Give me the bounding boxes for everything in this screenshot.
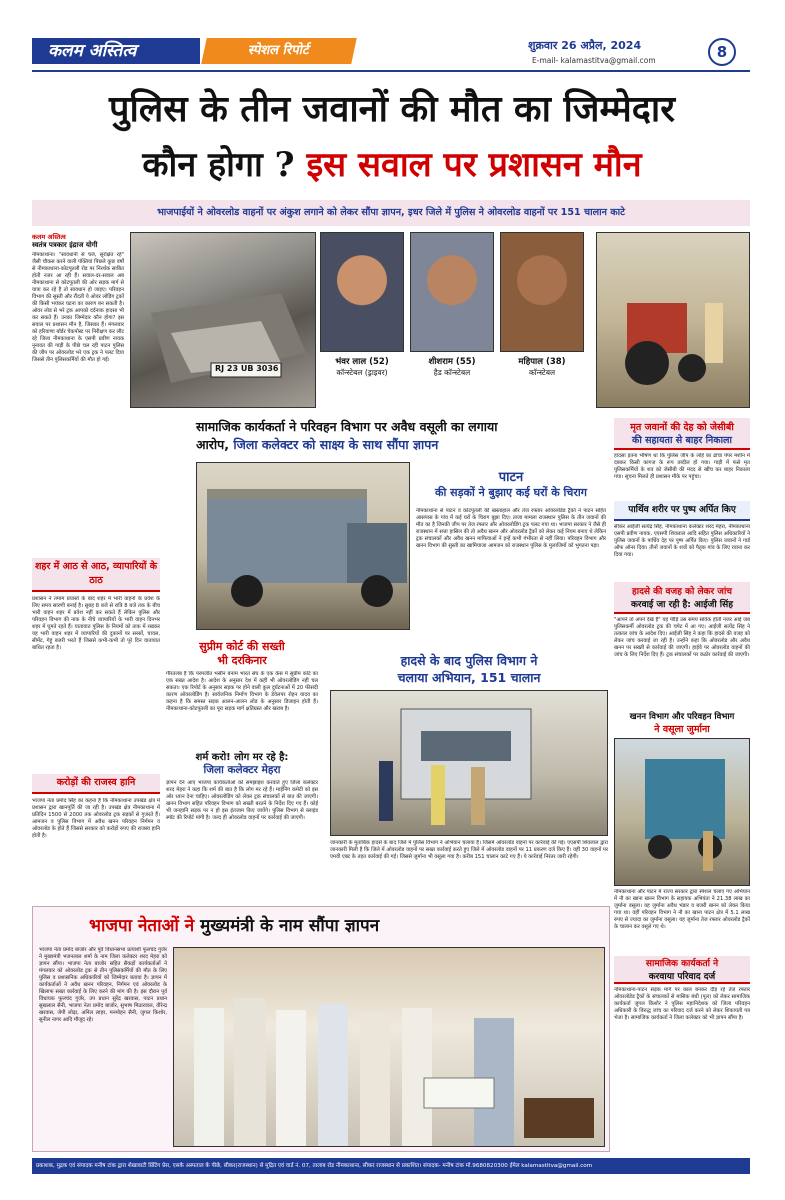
byline-body: नीमकाथाना। "सावधानी से चले, सुरक्षित रहें" जैसी चौकस करने वाली पंक्तियां पिछले कुछ वर्षों से नीमकाथाना-कोटपूतली रोड पर निरर्थक साबित होती नजर आ रही हैं। सवाल-दर-सवाल अब नीमकाथाना से कोटपूतली की ओर सड़क मार्ग से यात्रा कर रहे है तो सावधान हो जाइए। परिवहन विभाग की सुस्ती और रौंदती ये ओवर लोडिंग ट्रकों की किसी भयंकर घटना का कारण बन सकती है। ओवर लोड से भरे ट्रक आपको दर्दनाक हादसा भी कर सकते हैं। उनका जिम्मेदार कौन होगा? इस सवाल पर प्रशासन मौन है, जिसका हैं। मंगलवार को हरियाणा बॉर्डर चेकपोस्ट पर निरीक्षण कर लौट रहे जिला नीमकाथाना के एसपी प्रवीण नायक नूनावत की गाड़ी के पीछे चल रही पाटन पुलिस की जीप पर ओवरलोड भरे एक ट्रक ने पलट दिया जिससे तीन पुलिसकर्मियों की मौत हो गई। [32,252,124,363]
right-heading-3a: हादसे की वजह को लेकर जांच [631,587,732,597]
left-heading-2: करोड़ों की राजस्व हानि [32,774,160,794]
right-body-2: सीकर आईजी सत्येंद्र सिंह, नीमकाथाना कलेक्टर शरद मेहरा, नीमकाथाना एसपी प्रवीण नायक, एएसपी शिवलाल आदि सहित पुलिस अधिकारियों ने पुलिस जवानों के पार्थिव देह पर पुष्प अर्पित किए। पुलिस जवानों ने गार्ड ऑफ ऑनर दिया। तीनों जवानों के शवों को पैतृक गांव के लिए रवाना कर दिया गया। [614,524,750,558]
shame-body: ज्ञापन देने आए भाजपा कार्यकर्ताओं को समझाइश करवाते हुए जिला कलेक्टर शरद मेहरा ने कहा कि शर्म की बात है कि लोग मर रहे हैं। माईनिंग कमेटी को इस ओर ध्यान देना चाहिए। ओवरलोडिंग को लेकर ट्रक संचालकों से बात की जाएगी। खनन विभाग सहित परिवहन विभाग को सख्ती बरतने के निर्देश दिए गए हैं। कोई भी जनहानि सड़क पर न हो इस इंतजाम किए जायेंगे। पुलिस विभाग से ब्लाइंड स्पॉट की रिपोर्ट मांगी है। जल्द ही ओवरलोड वाहनों पर कार्रवाई की जाएगी। [166,780,318,821]
wreckage-illustration [131,233,316,408]
truck-illustration [197,463,410,630]
tractor-photo [596,232,750,408]
supreme-title-1: सुप्रीम कोर्ट की सख्ती [199,640,285,653]
headline-line1: पुलिस के तीन जवानों की मौत का जिम्मेदार [109,88,675,130]
masthead [32,36,750,72]
police-truck-photo [330,690,608,836]
truck-photo [196,462,410,630]
campaign-title-1: हादसे के बाद पुलिस विभाग ने [400,653,538,668]
right-body-4: नीमकाथाना और पाटन में राज्य सरकार द्वारा स्पेशल चलाए गए अभियान में नौ का खाना खनन विभाग के सहायक अभियंता ने 21.38 लाख का जुर्माना वसूला। वह जुर्माना अवैध भंडार व बजरी खनन को लेकर किया गया था। वहीं परिवहन विभाग ने नौ का खाना पाटन क्षेत्र में 5.1 लाख रुपए से ज्यादा का जुर्माना वसूला। यह जुर्माना तेज रफ्तार ओवरलोड ट्रैकों के चालान कर वसूले गए थे। [614,889,750,930]
bjp-body: भाजपा नेता प्रमोद बाजोर और पूर्व विधानसभा प्रत्याशी फूलचंद गुर्जर ने मुख्यमंत्री भजनलाल शर्मा के नाम जिला कलेक्टर शरद मेहरा को ज्ञापन सौंपा। भाजपा नेता बाजोर सहित सैकड़ों कार्यकर्ताओं ने मंगलवार को ओवरलोड ट्रक से तीन पुलिसकर्मियों की मौत के लिए पुलिस व प्रशासनिक अधिकारियों को जिम्मेदार बताया है। ज्ञापन में कार्यकर्ताओं ने अवैध खनन परिवहन, निर्गमन एवं ओवरलोड के खिलाफ सख्त कार्रवाई के लिए करने की मांग की है। इस दौरान पूर्व विधायक फूलचंद गुर्जर, उप प्रधान सुरेंद्र खरवास, पाटन प्रधान सुखलाल सैनी, भाजपा नेता प्रमोद बाजोर, सुभाष मिठारवाल, वीरेन्द्र खरवास, जेपी लोढ़ा, अनिल लाहर, मनमोहन सैनी, जुगल किशोर, सुनील नागर आदि मौजूद रहे। [39,947,167,1023]
patan-subtitle: की सड़कों ने बुझाए कई घरों के चिराग [435,486,587,499]
supreme-box [166,640,318,902]
byline-col [32,232,124,554]
victim-role-3: कॉन्स्टेबल [528,368,556,377]
bjp-title-black: मुख्यमंत्री के नाम सौंपा ज्ञापन [200,916,380,936]
right-body-5: नीमकाथाना-पाटन सड़क मार्ग पर काल बनकर दौड़ रहे तेज रफ्तार ओवरलोडेड ट्रैकों के संचालकों से मासिक बंधी (पूल) को लेकर सामाजिक कार्यकर्ता जुगल किशोर ने पुलिस महानिदेशक को जिला परिवहन अधिकारी के विरुद्ध जांच का परिवाद दर्ज करने को लेकर शिकायती पत्र भेजा है। सामाजिक कार्यकर्ता ने जिला कलेक्टर को भी ज्ञापन सौंपा है। [614,987,750,1021]
campaign-body: जानकारी के मुताबिक हादसे के बाद जिले में पुलिस विभाग ने अभियान चलाया है। जिसमें ओवरलोड वाहनों पर कार्रवाई की गई। एएसपी शिवलाल द्वारा जानकारी मिली है कि जिले में ओवरलोड वाहनों पर सख्त कार्रवाई करते हुए जिले में ओवरलोड वाहनों पर 11 प्रकरण दर्ज किए हैं। वहीं 30 वाहनों पर एमवी एक्ट के तहत कार्रवाई की गई। जिससे जुर्माना भी वसूला गया है। करीब 151 चालान काटे गए हैं। ये कार्रवाई निरंतर जारी रहेगी। [330,840,608,860]
right-heading-4 [614,711,750,735]
right-heading-3b: करवाई जा रही है: आईजी सिंह [630,600,733,610]
shame-heading-2: जिला कलेक्टर मेहरा [203,764,281,776]
headline-red: इस सवाल पर प्रशासन मौन [306,145,642,185]
subhead-bar: भाजपाईयों ने ओवरलोड वाहनों पर अंकुश लगाने को लेकर सौंपा ज्ञापन, इधर जिले में पुलिस ने ओवरलोड वाहनों पर 151 चालान काटे [32,200,750,226]
center-title [196,418,608,454]
victim-photo-1 [320,232,404,352]
right-heading-3 [614,582,750,614]
bjp-photo [173,947,605,1147]
right-heading-2: पार्थिव शरीर पर पुष्प अर्पित किए [614,501,750,521]
headline-question: कौन होगा ? [142,145,295,185]
left-body-1: प्रशासन ने तमाम प्रयासों के बाद शहर में भारी वाहनों के प्रवेश के लिए समय सारणी बनाई है। सुबह 8 बजे से रात्रि 8 बजे तक के बीच भारी वाहन शहर में प्रवेश नहीं कर सकते हैं लेकिन पुलिस और परिवहन विभाग की नाक के नीचे व्यापारियों के भारी वाहन दिनभर शहर में घूमते रहते हैं। यातायात पुलिस के नियमों को ताक में रखकर यह भारी वाहन शहर में व्यापारियों की दुकानों पर सरसों, चावल, सीमेंट, गेहूं बजरी भरते हैं जिससे कभी-कभी तो पूरे दिन यातायात बाधित रहता है। [32,596,160,651]
bjp-title-red: भाजपा नेताओं ने [89,916,195,936]
right-heading-5 [614,956,750,984]
bjp-box [32,906,610,1152]
byline-paper: कलम अस्तित्व [32,233,66,241]
right-heading-5b: करवाया परिवाद दर्ज [648,972,716,982]
police-truck-illustration [331,691,608,836]
fine-photo [614,738,750,886]
victim-role-2: हैड कॉन्स्टेबल [433,368,471,377]
right-body-1: हादसा इतना भीषण था कि पुलिस जीप के लोहे का ढांचा पेपर मशीन में दबकर किसी कागज के रूप तब्दील हो गया। गाड़ी में फंसे मृत पुलिसकर्मियों के शव को जेसीबी की मदद से खींच कर बाहर निकाला गया। सूचना मिलते ही प्रशासन मौके पर पहुंचा। [614,453,750,480]
right-heading-5a: सामाजिक कार्यकर्ता ने [645,959,719,969]
crash-photo [130,232,316,408]
center-title-blue: जिला कलेक्टर को साक्ष्य के साथ सौंपा ज्ञापन [233,437,439,452]
patan-body: नीमकाथाना से पाटन व कोटपूतली की खस्ताहाल और तेज रफ्तार ओवरलोडेड ट्रैकों ने पाटन सहित आसपास के गांव में कई घरों के चिराग बुझा दिए। ताजा मामला राजस्थान पुलिस के तीन जवानों की मौत का है जिनकी जीप पर तेज रफ्तार और ओवरलोडिंग ट्रक पलट गया था। भाजपा सरकार ने जैसे ही राजस्थान में सत्ता हासिल की तो अवैध खनन और ओवरलोड ट्रैकों को लेकर कई नियम बनाए थे लेकिन ट्रक संचालकों और अवैध खनन माफियाओं ने इन्हें कभी गंभीरता से नहीं लिया। परिवहन विभाग और खनन विभाग की सुस्ती का खामियाजा आमजन को राजस्थान पुलिस के मुलाजिमों को भुगतना पड़ा। [416,508,606,549]
right-heading-1a: मृत जवानों की देह को जेसीबी [630,422,734,433]
supreme-title-2: भी दरकिनार [217,654,267,667]
right-heading-4a: खनन विभाग और परिवहन विभाग [629,712,735,722]
byline-author: स्वतंत्र पत्रकार इंद्राज योगी [32,241,98,249]
footer: प्रकाशक, मुद्रक एवं संपादक मनीष टांक द्वारा शेखावाटी प्रिंटिंग प्रेस, एसके अस्पताल के पीछे, सीकर(राजस्थान) से मुद्रित एवं वार्ड नं. 07, तालाब रोड नीमकाथाना, सीकर राजस्थान से प्रकाशित। संपादक- मनीष टांक मो.9680820300 ईमेल kalamastitva@gmail.com [32,1158,750,1174]
victim-name-2: शीशराम (55) [428,357,476,367]
left-body-2: भाजपा नेता प्रमोद सिंह का कहना है कि नीमकाथाना उपखंड क्षेत्र में प्रशासन द्वारा खानपूर्ति की जा रही है। उपखंड क्षेत्र नीमकाथाना में प्रतिदिन 1500 से 2000 तक ओवरलोड ट्रक सड़कों से गुजरते हैं। आमजन व पुलिस विभाग में अवैध खनन परिवहन निर्गमन व ओवरलोड के होते हैं जिससे सरकार को करोड़ों रुपए की राजस्व हानि होती है। [32,798,160,839]
delegation-illustration [174,948,605,1147]
left-heading-1: शहर में आठ से आठ, व्यापारियों के ठाठ [32,558,160,592]
campaign-title-2: चलाया अभियान, 151 चालान [397,670,541,685]
victim-name-3: महिपाल (38) [518,357,566,367]
plate-number: RJ 23 UB 3036 [215,364,279,373]
patan-title: पाटन [498,470,524,485]
fine-truck-illustration [615,739,750,886]
victim-photo-3 [500,232,584,352]
victims-row [320,232,590,408]
victim-role-1: कॉन्स्टेबल (ड्राइवर) [336,368,388,377]
center-title-line2 [196,436,608,454]
headline-line2 [34,144,750,186]
right-heading-4b: ने वसूला जुर्माना [654,724,710,735]
victim-photo-2 [410,232,494,352]
right-heading-1b: की सहायता से बाहर निकाला [632,435,732,446]
right-heading-1 [614,418,750,450]
date: शुक्रवार 26 अप्रैल, 2024 [528,39,642,52]
right-col [614,418,750,1118]
tractor-illustration [597,233,750,408]
patan-callout [416,470,606,500]
page-number: 8 [708,38,736,66]
center-title-line1: सामाजिक कार्यकर्ता ने परिवहन विभाग पर अवैध वसूली का लगाया [196,419,498,434]
shame-heading-1: शर्म करो! लोग मर रहे है: [195,752,289,763]
right-body-3: "आपने तो अपने देखे है" यह पीड़ि उस समय सांवेक होती नजर आई जब पुलिसकर्मी ओवरलोड ट्रक की चपेट में आ गए। आईजी सत्येंद्र सिंह ने तत्काल जांच के आदेश दिए। आईजी सिंह ने कहा कि हादसे की वजह को लेकर जांच करवाई जा रही है। उन्होंने कहा कि ओवरलोड और अवैध खनन पर सख्ती से कार्रवाई की जाएगी। हाईवे पर ओवरलोड वाहनों की जांच के लिए निर्देश दिए हैं। ट्रक संचालकों पर कठोर कार्रवाई की जाएगी। [614,617,750,658]
email: E-mail- kalamastitva@gmail.com [532,56,656,65]
section-label: स्पेशल रिपोर्ट [201,38,357,64]
supreme-body: गौरतलब है कि परमजीत भसीन बनाम भारत संघ के एक केस में सुप्रीम कोर्ट का एक सख्त आदेश है। आदेश के अनुसार देश में कहीं भी ओवरलोडिंग नहीं चल सकता। एक रिपोर्ट के अनुसार सड़क पर होने वाली कुल दुर्घटनाओं में 20 फीसदी कारण ओवरलोडिंग है। सार्वजनिक निर्माण विभाग के डेवेलपर रोहन यादव का कहना है कि समस्त सड़क आलन-आलन लोड के अनुसार डिजाइन होती हैं। नीमकाथाना-कोटपूतली का पूरा सड़क मार्ग क्षतिग्रस्त और खराब है। [166,671,318,712]
campaign-title [330,652,608,686]
victim-name-1: भंवर लाल (52) [335,357,389,367]
bjp-title [89,915,609,937]
masthead-name: कलम अस्तित्व [32,38,200,64]
center-title-aarop: आरोप, [196,437,229,452]
